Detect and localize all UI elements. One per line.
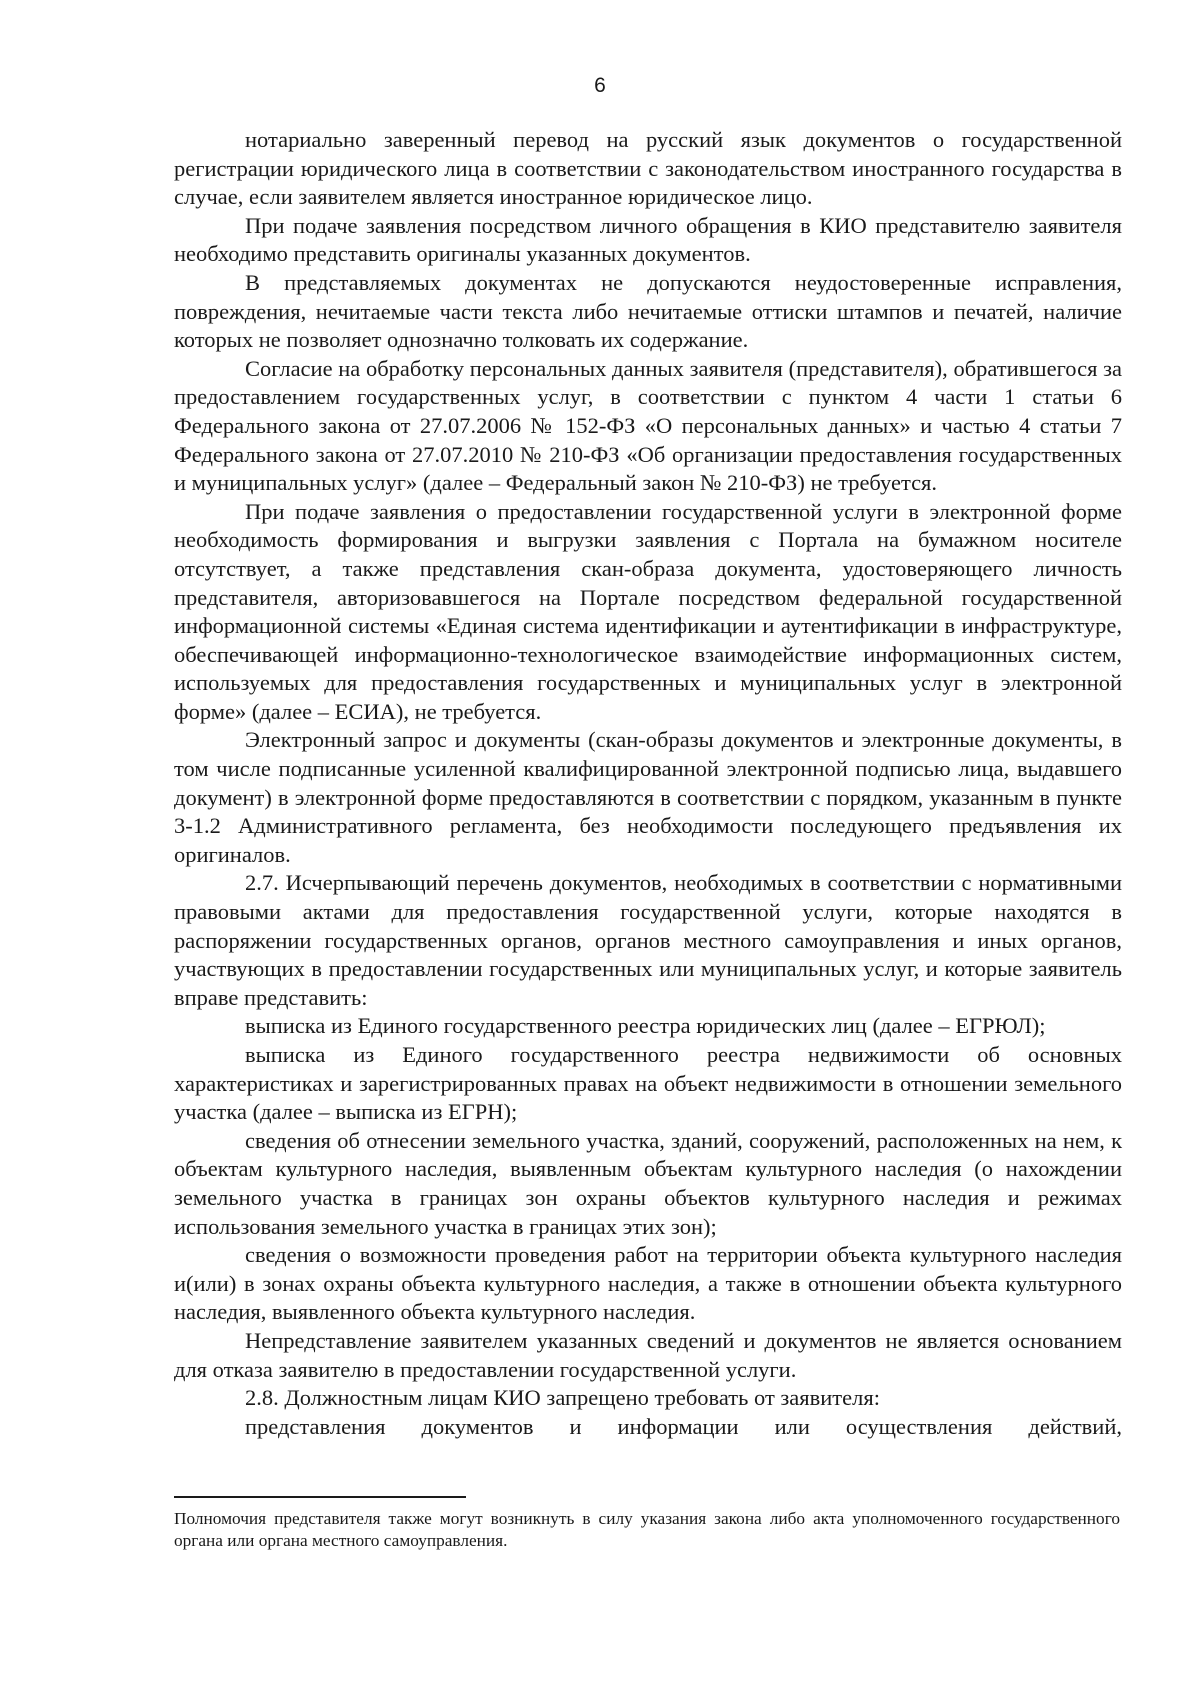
paragraph: сведения о возможности проведения работ на территории объекта культурного наследия и(или) в зонах охраны объекта культурного наследия, а также в отношении объекта культурного наследия, выявленного объекта культурного наследия. — [174, 1242, 1122, 1325]
paragraph: 2.7. Исчерпывающий перечень документов, необходимых в соответствии с нормативными правовыми актами для предоставления государственной услуги, которые находятся в распоряжении государственных органов, органов местного самоуправления и иных органов, участвующих в предоставлении государственных или муниципальных услуг, и которые заявитель вправе представить: — [174, 870, 1122, 1010]
paragraph: 2.8. Должностным лицам КИО запрещено требовать от заявителя: — [245, 1385, 880, 1411]
paragraph: Электронный запрос и документы (скан-образы документов и электронные документы, в том числе подписанные усиленной квалифицированной электронной подписью лица, выдавшего документ) в электронной форме предоставляются в соответствии с порядком, указанным в пункте 3-1.2 Административного регламента, без необходимости последующего предъявления их оригиналов. — [174, 727, 1122, 867]
paragraph: выписка из Единого государственного реестра юридических лиц (далее – ЕГРЮЛ); — [245, 1013, 1046, 1039]
paragraph: сведения об отнесении земельного участка, зданий, сооружений, расположенных на нем, к объектам культурного наследия, выявленным объектам культурного наследия (о нахождении земельного участка в границах зон охраны объектов культурного наследия и режимах использования земельного участка в границах этих зон); — [174, 1127, 1122, 1239]
paragraph: представления документов и информации или осуществления действий, — [245, 1413, 1122, 1439]
body-text — [174, 126, 1122, 1441]
paragraph: выписка из Единого государственного реестра недвижимости об основных характеристиках и зарегистрированных правах на объект недвижимости в отношении земельного участка (далее – выписка из ЕГРН); — [174, 1042, 1122, 1125]
page-number: 6 — [594, 74, 606, 97]
paragraph: Согласие на обработку персональных данных заявителя (представителя), обратившегося за предоставлением государственных услуг, в соответствии с пунктом 4 части 1 статьи 6 Федерального закона от 27.07.2006 № 152-ФЗ «О персональных данных» и частью 4 статьи 7 Федерального закона от 27.07.2010 № 210-ФЗ «Об организации предоставления государственных и муниципальных услуг» (далее – Федеральный закон № 210-ФЗ) не требуется. — [174, 355, 1122, 496]
paragraph: В представляемых документах не допускаются неудостоверенные исправления, повреждения, нечитаемые части текста либо нечитаемые оттиски штампов и печатей, наличие которых не позволяет однозначно толковать их содержание. — [174, 269, 1122, 353]
paragraph: Непредставление заявителем указанных сведений и документов не является основанием для отказа заявителю в предоставлении государственной услуги. — [174, 1327, 1122, 1382]
footnote: Полномочия представителя также могут возникнуть в силу указания закона либо акта уполномоченного государственного органа или органа местного самоуправления. — [174, 1509, 1120, 1550]
footnote-separator — [174, 1496, 466, 1498]
paragraph: При подаче заявления посредством личного обращения в КИО представителю заявителя необходимо представить оригиналы указанных документов. — [174, 212, 1122, 267]
paragraph: При подаче заявления о предоставлении государственной услуги в электронной форме необходимость формирования и выгрузки заявления с Портала на бумажном носителе отсутствует, а также представления скан-образа документа, удостоверяющего личность представителя, авторизовавшегося на Портале посредством федеральной государственной информационной системы «Единая система идентификации и аутентификации в инфраструктуре, обеспечивающей информационно-технологическое взаимодействие информационных систем, используемых для предоставления государственных и муниципальных услуг в электронной форме» (далее – ЕСИА), не требуется. — [174, 498, 1122, 724]
paragraph: нотариально заверенный перевод на русский язык документов о государственной регистрации юридического лица в соответствии с законодательством иностранного государства в случае, если заявителем является иностранное юридическое лицо. — [174, 127, 1122, 210]
